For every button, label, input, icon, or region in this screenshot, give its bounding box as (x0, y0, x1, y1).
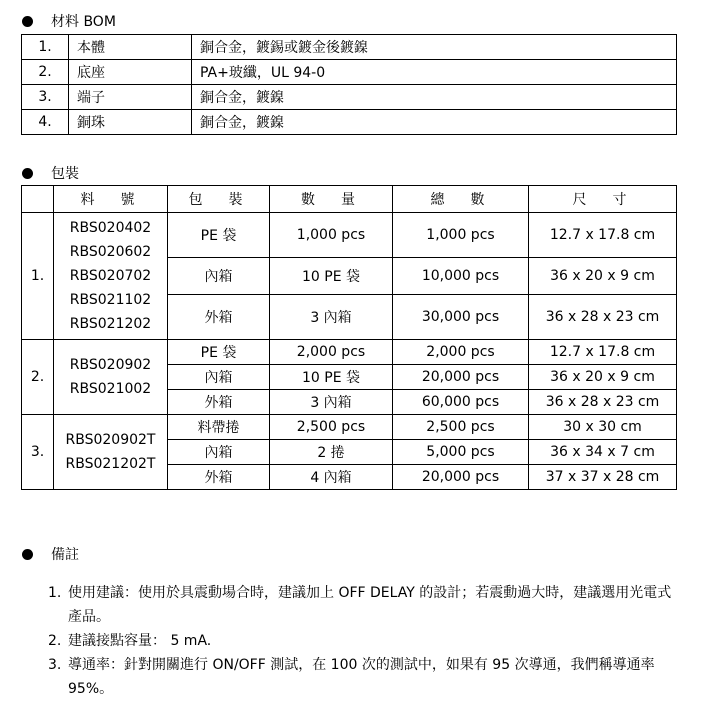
packing-header-row (22, 186, 677, 213)
group-no: 2. (22, 340, 54, 415)
packing-qty: 10 PE 袋 (270, 258, 393, 295)
notes-heading: 備註 (51, 547, 79, 563)
packing-header-cell: 包 裝 (168, 186, 270, 213)
bullet-icon (22, 168, 33, 179)
group-no: 1. (22, 213, 54, 340)
packing-header-cell: 數 量 (270, 186, 393, 213)
note-text: 導通率：針對開關進行 ON/OFF 測試，在 100 次的測試中，如果有 95 次導通，我們稱導通率 95%。 (68, 657, 655, 697)
note-number: 3. (48, 657, 62, 673)
part-number: RBS021102 (69, 292, 152, 308)
notes-list (48, 581, 680, 701)
part-number: RBS020702 (69, 268, 152, 284)
group-no: 3. (22, 415, 54, 490)
bom-no: 3. (22, 85, 69, 110)
bullet-icon (22, 16, 33, 27)
packing-heading: 包裝 (51, 166, 79, 182)
bom-no: 4. (22, 110, 69, 135)
bom-row (22, 110, 677, 135)
packing-pack: PE 袋 (168, 213, 270, 258)
packing-qty: 1,000 pcs (270, 213, 393, 258)
packing-pack: PE 袋 (168, 340, 270, 365)
bom-no: 1. (22, 35, 69, 60)
packing-qty: 2,500 pcs (270, 415, 393, 440)
packing-size: 36 x 20 x 9 cm (529, 258, 677, 295)
header-no-cell (22, 186, 54, 213)
part-number-list (54, 353, 167, 401)
packing-total: 5,000 pcs (393, 440, 529, 465)
packing-size: 36 x 34 x 7 cm (529, 440, 677, 465)
bom-desc: 銅合金，鍍鎳 (192, 85, 677, 110)
notes-section-heading (22, 544, 79, 564)
bom-desc: 銅合金，鍍錫或鍍金後鍍鎳 (192, 35, 677, 60)
packing-qty: 4 內箱 (270, 465, 393, 490)
part-number: RBS020602 (69, 244, 152, 260)
note-item (48, 629, 680, 653)
packing-total: 2,000 pcs (393, 340, 529, 365)
packing-row (22, 213, 677, 258)
packing-size: 12.7 x 17.8 cm (529, 340, 677, 365)
packing-size: 12.7 x 17.8 cm (529, 213, 677, 258)
packing-size: 37 x 37 x 28 cm (529, 465, 677, 490)
note-number: 2. (48, 633, 62, 649)
packing-total: 1,000 pcs (393, 213, 529, 258)
packing-total: 10,000 pcs (393, 258, 529, 295)
bom-row (22, 60, 677, 85)
packing-total: 2,500 pcs (393, 415, 529, 440)
note-item (48, 581, 680, 629)
bom-row (22, 35, 677, 60)
note-item (48, 653, 680, 701)
packing-size: 36 x 28 x 23 cm (529, 390, 677, 415)
packing-row (22, 415, 677, 440)
part-number: RBS021202 (69, 316, 152, 332)
packing-total: 20,000 pcs (393, 465, 529, 490)
packing-section-heading (22, 163, 79, 183)
packing-table (21, 185, 677, 490)
packing-qty: 3 內箱 (270, 295, 393, 340)
packing-pack: 外箱 (168, 295, 270, 340)
packing-qty: 3 內箱 (270, 390, 393, 415)
packing-size: 36 x 20 x 9 cm (529, 365, 677, 390)
packing-total: 30,000 pcs (393, 295, 529, 340)
part-numbers-cell (54, 213, 168, 340)
packing-total: 60,000 pcs (393, 390, 529, 415)
note-text: 建議接點容量： 5 mA. (68, 633, 212, 649)
bom-table (21, 34, 677, 135)
part-numbers-cell (54, 340, 168, 415)
packing-qty: 10 PE 袋 (270, 365, 393, 390)
packing-total: 20,000 pcs (393, 365, 529, 390)
packing-pack: 料帶捲 (168, 415, 270, 440)
packing-header-cell: 料 號 (54, 186, 168, 213)
bom-part: 底座 (69, 60, 192, 85)
bom-no: 2. (22, 60, 69, 85)
part-number-list (54, 428, 167, 476)
note-number: 1. (48, 585, 62, 601)
packing-pack: 外箱 (168, 465, 270, 490)
packing-header-cell: 尺 寸 (529, 186, 677, 213)
bom-part: 端子 (69, 85, 192, 110)
packing-row (22, 340, 677, 365)
packing-size: 30 x 30 cm (529, 415, 677, 440)
bom-section-heading (22, 11, 116, 31)
bom-desc: 銅合金，鍍鎳 (192, 110, 677, 135)
packing-size: 36 x 28 x 23 cm (529, 295, 677, 340)
bom-desc: PA+玻纖，UL 94-0 (192, 60, 677, 85)
bullet-icon (22, 549, 33, 560)
packing-header-cell: 總 數 (393, 186, 529, 213)
bom-part: 銅珠 (69, 110, 192, 135)
part-numbers-cell (54, 415, 168, 490)
bom-part: 本體 (69, 35, 192, 60)
bom-row (22, 85, 677, 110)
packing-qty: 2,000 pcs (270, 340, 393, 365)
packing-pack: 內箱 (168, 440, 270, 465)
note-text: 使用建議：使用於具震動場合時，建議加上 OFF DELAY 的設計；若震動過大時，建議選用光電式產品。 (68, 585, 672, 625)
packing-pack: 內箱 (168, 258, 270, 295)
packing-qty: 2 捲 (270, 440, 393, 465)
part-number: RBS020902T (65, 432, 156, 448)
bom-heading: 材料 BOM (51, 14, 116, 30)
part-number: RBS020402 (69, 220, 152, 236)
part-number-list (54, 216, 167, 336)
packing-pack: 外箱 (168, 390, 270, 415)
part-number: RBS020902 (69, 357, 152, 373)
packing-pack: 內箱 (168, 365, 270, 390)
part-number: RBS021002 (69, 381, 152, 397)
part-number: RBS021202T (65, 456, 156, 472)
